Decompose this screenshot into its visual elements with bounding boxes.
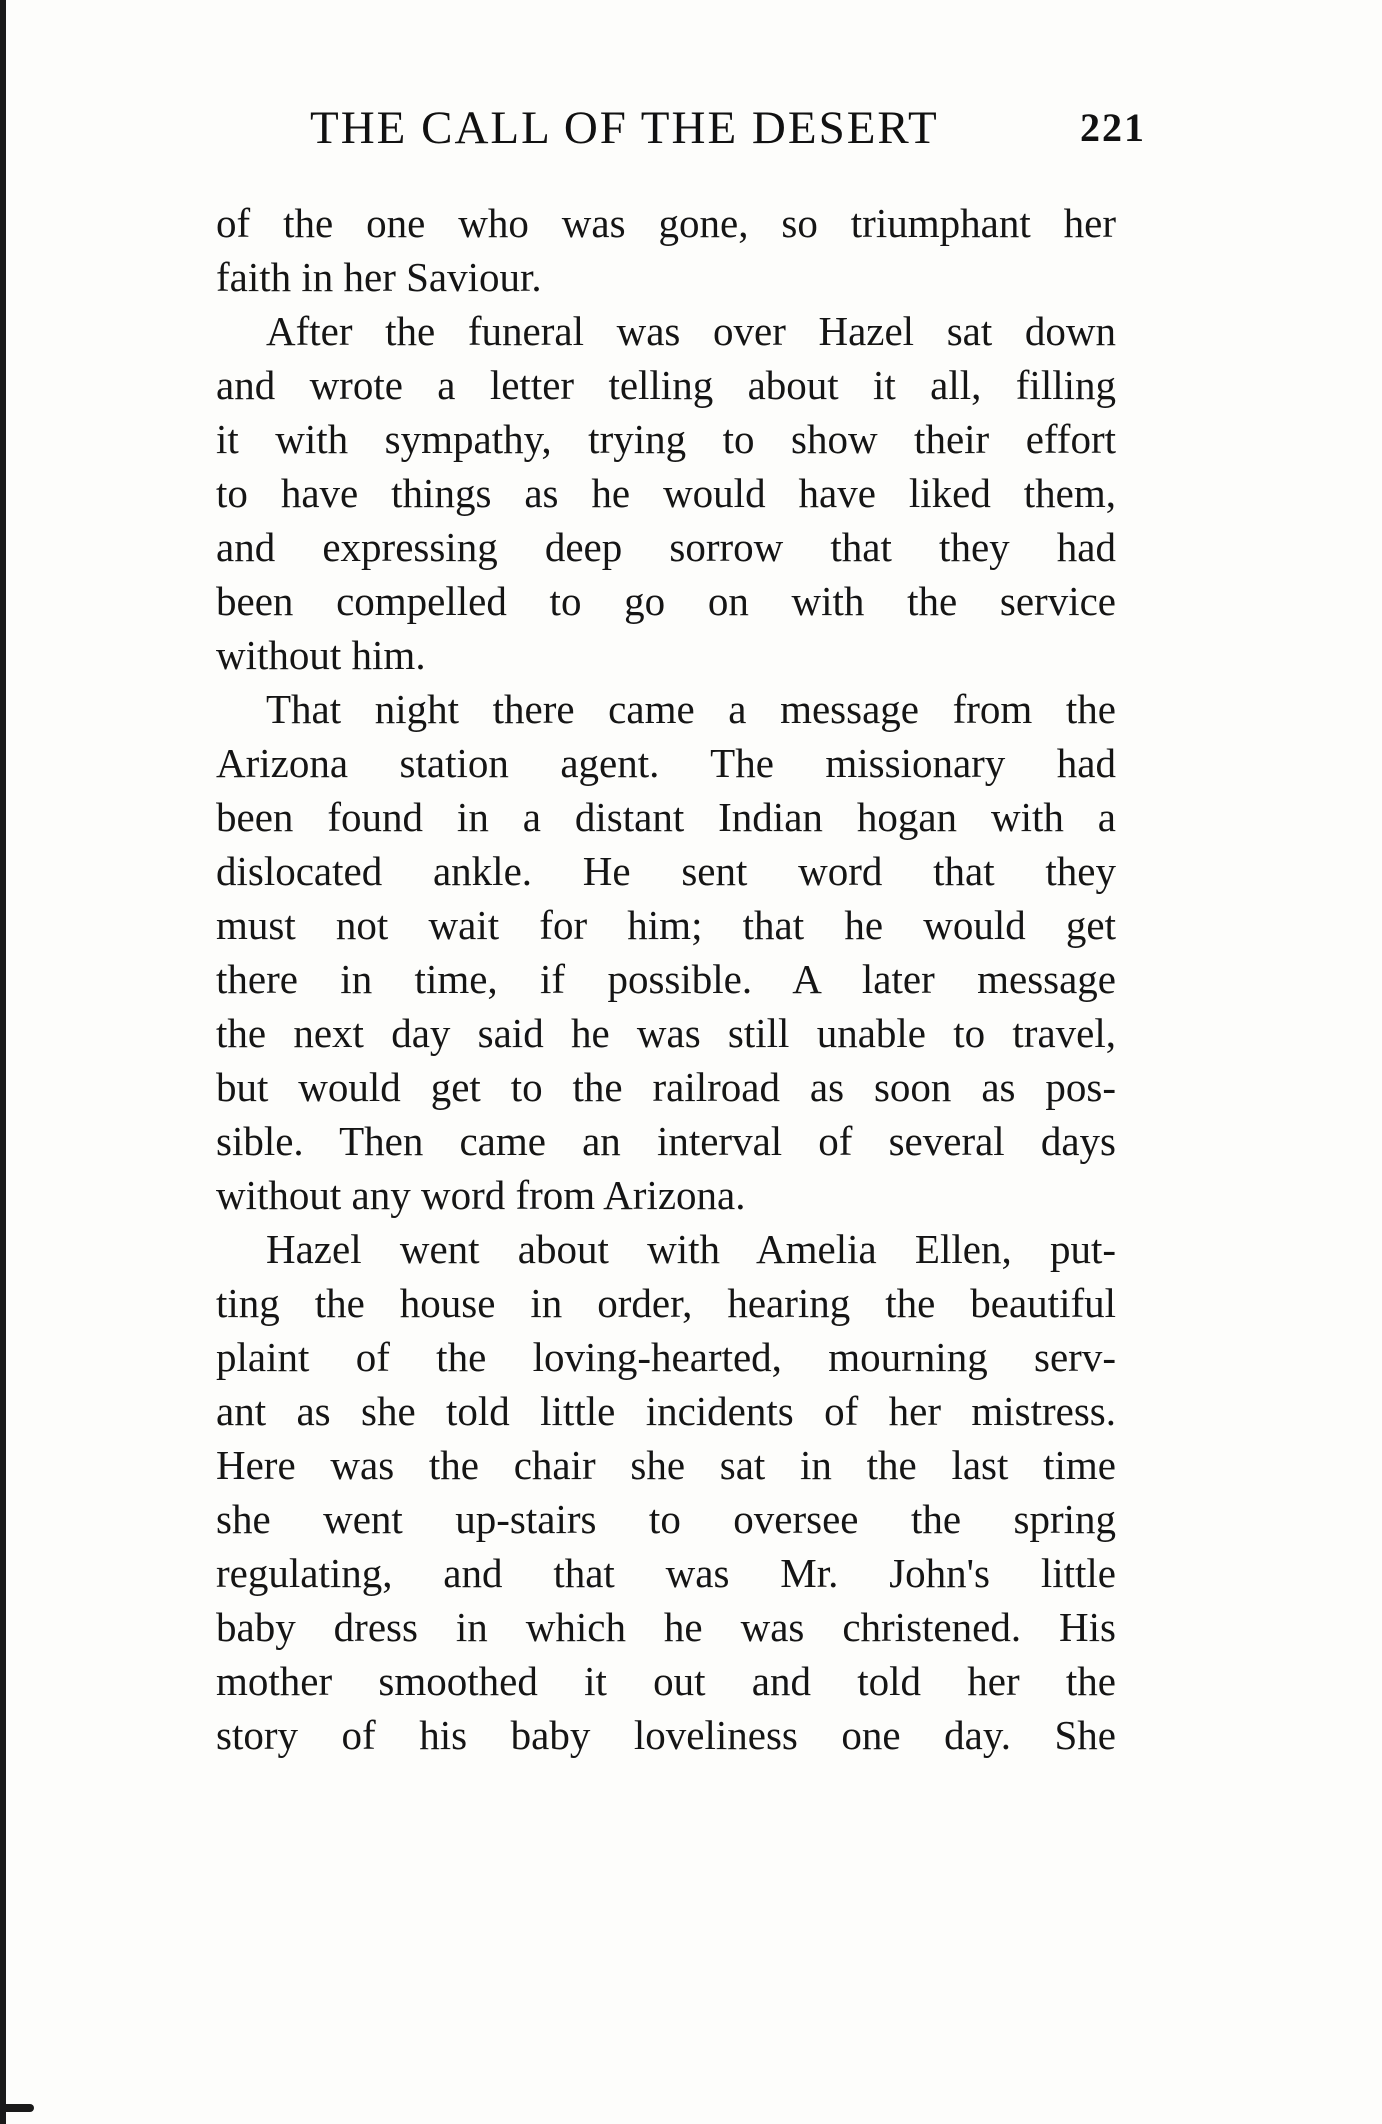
- paragraph: [216, 682, 1116, 1222]
- text-line: to have things as he would have liked them,: [216, 470, 1116, 516]
- text-line: ant as she told little incidents of her mistress.: [216, 1388, 1116, 1434]
- text-line: without him.: [216, 632, 426, 678]
- body-text: [216, 196, 1116, 1762]
- text-line: and expressing deep sorrow that they had: [216, 524, 1116, 570]
- text-line: been compelled to go on with the service: [216, 578, 1116, 624]
- text-line: of the one who was gone, so triumphant her: [216, 200, 1116, 246]
- running-title: THE CALL OF THE DESERT: [310, 102, 939, 154]
- text-line: but would get to the railroad as soon as pos-: [216, 1064, 1116, 1110]
- page-binding-edge: [0, 0, 6, 2124]
- text-line: story of his baby loveliness one day. She: [216, 1712, 1116, 1758]
- text-line: it with sympathy, trying to show their effort: [216, 416, 1116, 462]
- paragraph: [216, 196, 1116, 304]
- text-line: she went up-stairs to oversee the spring: [216, 1496, 1116, 1542]
- text-line: must not wait for him; that he would get: [216, 902, 1116, 948]
- text-line: After the funeral was over Hazel sat down: [266, 308, 1116, 354]
- text-line: the next day said he was still unable to travel,: [216, 1010, 1116, 1056]
- text-line: Hazel went about with Amelia Ellen, put-: [266, 1226, 1116, 1272]
- text-line: mother smoothed it out and told her the: [216, 1658, 1116, 1704]
- text-line: That night there came a message from the: [266, 686, 1116, 732]
- text-line: dislocated ankle. He sent word that they: [216, 848, 1116, 894]
- paragraph: [216, 304, 1116, 682]
- text-line: and wrote a letter telling about it all, filling: [216, 362, 1116, 408]
- text-line: Arizona station agent. The missionary had: [216, 740, 1116, 786]
- text-line: without any word from Arizona.: [216, 1172, 746, 1218]
- page-corner-mark: [0, 2104, 34, 2112]
- text-line: baby dress in which he was christened. His: [216, 1604, 1116, 1650]
- running-header: [296, 100, 1146, 156]
- text-line: sible. Then came an interval of several days: [216, 1118, 1116, 1164]
- text-line: there in time, if possible. A later message: [216, 956, 1116, 1002]
- paragraph: [216, 1222, 1116, 1762]
- page-number: 221: [1080, 105, 1146, 150]
- text-line: plaint of the loving-hearted, mourning serv-: [216, 1334, 1116, 1380]
- text-line: regulating, and that was Mr. John's little: [216, 1550, 1116, 1596]
- text-line: Here was the chair she sat in the last time: [216, 1442, 1116, 1488]
- text-line: been found in a distant Indian hogan with a: [216, 794, 1116, 840]
- text-line: ting the house in order, hearing the beautiful: [216, 1280, 1116, 1326]
- text-line: faith in her Saviour.: [216, 254, 542, 300]
